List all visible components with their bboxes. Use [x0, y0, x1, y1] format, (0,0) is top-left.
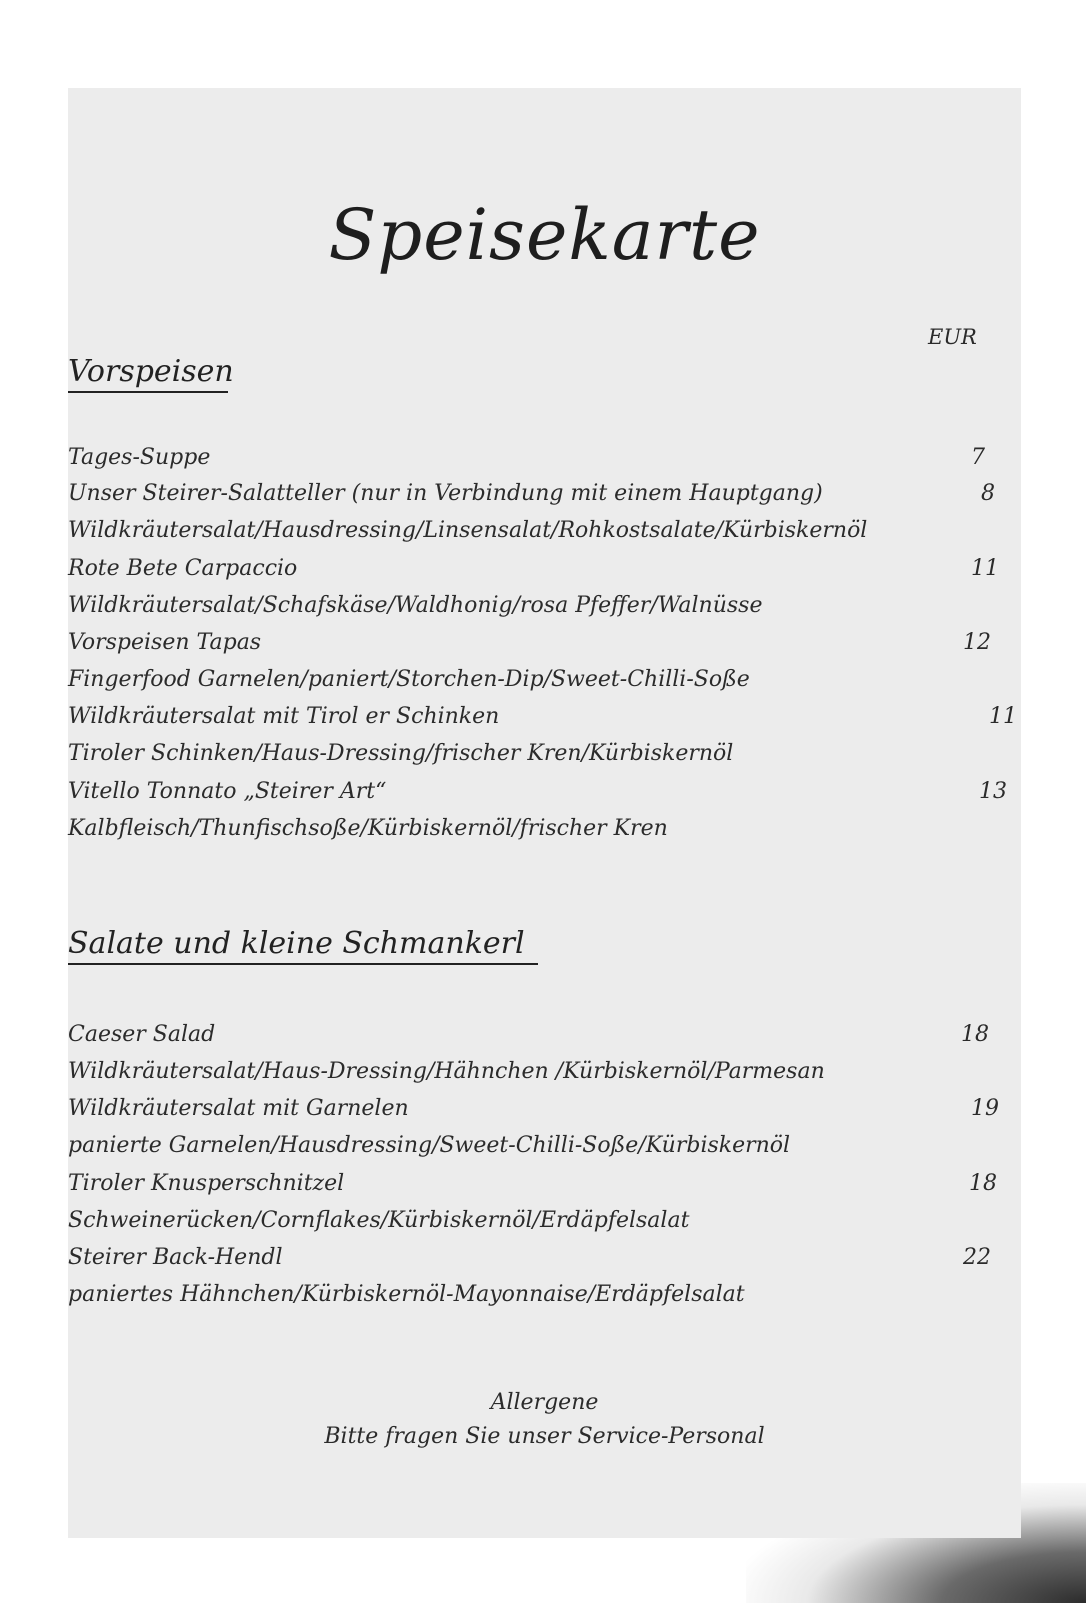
section-heading-salate: Salate und kleine Schmankerl	[68, 926, 538, 965]
menu-item-price: 12	[963, 630, 991, 655]
menu-item-description: paniertes Hähnchen/Kürbiskernöl-Mayonnaise/Erdäpfelsalat	[68, 1282, 745, 1307]
menu-item-name: Unser Steirer-Salatteller (nur in Verbindung mit einem Hauptgang)	[68, 481, 823, 506]
menu-item-description: Wildkräutersalat/Schafskäse/Waldhonig/rosa Pfeffer/Walnüsse	[68, 593, 763, 618]
menu-item-name: Caeser Salad	[68, 1022, 216, 1047]
menu-item-name: Tages-Suppe	[68, 445, 211, 470]
page-title: Speisekarte	[328, 194, 761, 276]
menu-item-name: Vitello Tonnato „Steirer Art“	[68, 779, 387, 804]
currency-label: EUR	[928, 325, 977, 349]
menu-item-name: Tiroler Knusperschnitzel	[68, 1171, 345, 1196]
menu-item-description: Tiroler Schinken/Haus-Dressing/frischer Kren/Kürbiskernöl	[68, 741, 734, 766]
section-heading-vorspeisen: Vorspeisen	[68, 354, 228, 393]
menu-item-description: Fingerfood Garnelen/paniert/Storchen-Dip/Sweet-Chilli-Soße	[68, 667, 750, 692]
menu-item-price: 22	[963, 1245, 991, 1270]
menu-item-description: panierte Garnelen/Hausdressing/Sweet-Chilli-Soße/Kürbiskernöl	[68, 1133, 791, 1158]
menu-item-description: Kalbfleisch/Thunfischsoße/Kürbiskernöl/frischer Kren	[68, 816, 668, 841]
allergene-heading: Allergene	[490, 1390, 599, 1415]
menu-item-name: Steirer Back-Hendl	[68, 1245, 283, 1270]
menu-item-price: 11	[989, 704, 1017, 729]
menu-item-price: 19	[971, 1096, 999, 1121]
menu-item-name: Wildkräutersalat mit Garnelen	[68, 1096, 409, 1121]
menu-item-description: Wildkräutersalat/Hausdressing/Linsensalat/Rohkostsalate/Kürbiskernöl	[68, 518, 868, 543]
menu-item-price: 8	[981, 481, 995, 506]
menu-item-price: 7	[971, 445, 985, 470]
menu-item-description: Wildkräutersalat/Haus-Dressing/Hähnchen /Kürbiskernöl/Parmesan	[68, 1059, 825, 1084]
menu-item-name: Vorspeisen Tapas	[68, 630, 262, 655]
menu-card	[68, 88, 1021, 1538]
menu-item-price: 11	[971, 556, 999, 581]
menu-item-name: Rote Bete Carpaccio	[68, 556, 298, 581]
allergene-note: Bitte fragen Sie unser Service-Personal	[324, 1424, 765, 1449]
menu-item-description: Schweinerücken/Cornflakes/Kürbiskernöl/Erdäpfelsalat	[68, 1208, 690, 1233]
menu-item-price: 18	[961, 1022, 989, 1047]
menu-item-price: 13	[979, 779, 1007, 804]
menu-item-price: 18	[969, 1171, 997, 1196]
menu-item-name: Wildkräutersalat mit Tirol er Schinken	[68, 704, 500, 729]
